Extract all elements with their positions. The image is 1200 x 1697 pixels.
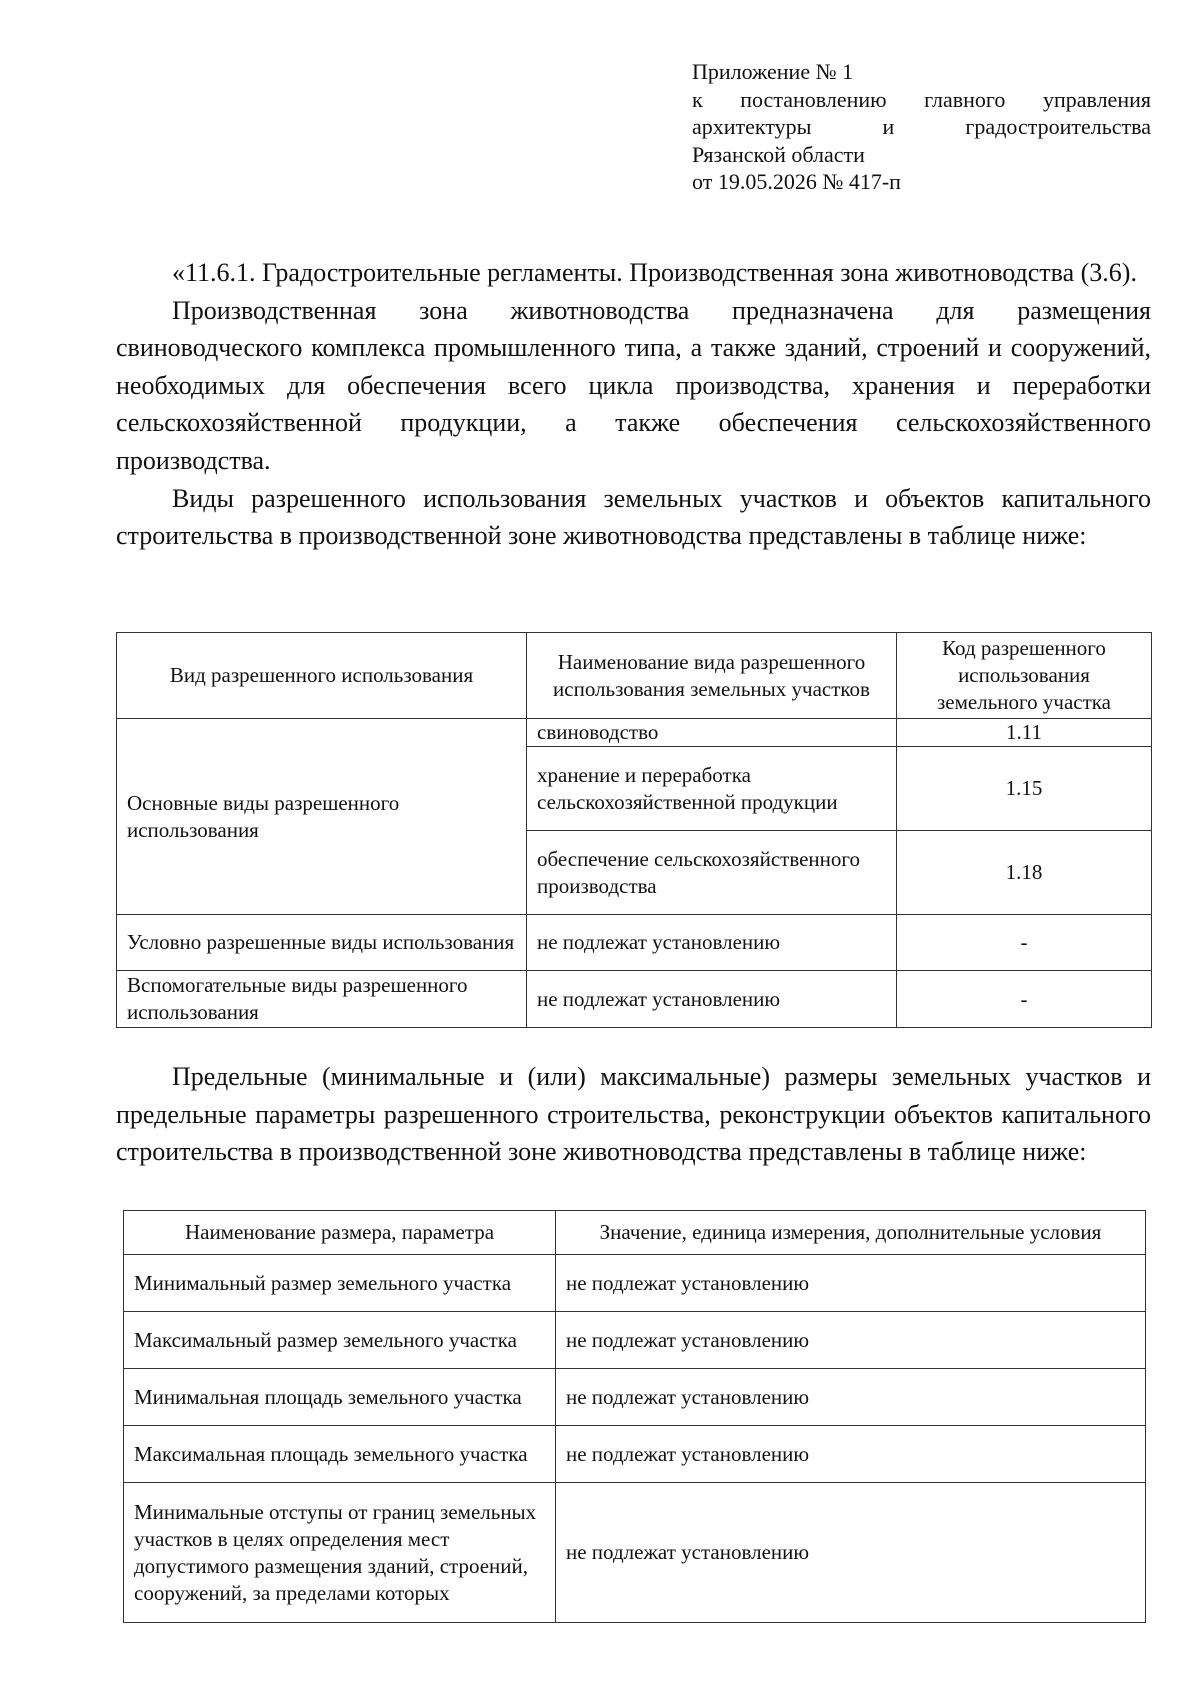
- main-use-group: Основные виды разрешенного использования: [117, 719, 527, 915]
- permitted-use-table: [116, 632, 1152, 1028]
- appendix-header: [692, 58, 1151, 196]
- table2-intro-text: [116, 1058, 1151, 1171]
- auxiliary-use-group: Вспомогательные виды разрешенного использования: [117, 971, 527, 1028]
- use-code: -: [897, 915, 1152, 971]
- table-header-cell: Наименование вида разрешенного использования земельных участков: [527, 633, 897, 719]
- paragraph-table1-intro: Виды разрешенного использования земельных участков и объектов капитального строительства в производственной зоне животноводства представлены в таблице ниже:: [116, 483, 1151, 551]
- table-row: [124, 1426, 1146, 1483]
- parameter-name: Максимальный размер земельного участка: [124, 1312, 556, 1369]
- parameter-value: не подлежат установлению: [556, 1255, 1146, 1312]
- use-name: хранение и переработка сельскохозяйственной продукции: [527, 747, 897, 831]
- use-code: 1.18: [897, 831, 1152, 915]
- table-row: [117, 719, 1152, 747]
- appendix-number: Приложение № 1: [692, 59, 854, 84]
- use-code: 1.11: [897, 719, 1152, 747]
- parameter-name: Минимальный размер земельного участка: [124, 1255, 556, 1312]
- table-header-row: [117, 633, 1152, 719]
- conditional-use-group: Условно разрешенные виды использования: [117, 915, 527, 971]
- parameter-value: не подлежат установлению: [556, 1369, 1146, 1426]
- table-header-cell: Код разрешенного использования земельного участка: [897, 633, 1152, 719]
- parameter-name: Максимальная площадь земельного участка: [124, 1426, 556, 1483]
- table-row: [124, 1312, 1146, 1369]
- parameter-value: не подлежат установлению: [556, 1312, 1146, 1369]
- table-row: [117, 915, 1152, 971]
- table-row: [124, 1483, 1146, 1623]
- table-row: [117, 971, 1152, 1028]
- use-name: не подлежат установлению: [527, 971, 897, 1028]
- table-header-cell: Значение, единица измерения, дополнительные условия: [556, 1211, 1146, 1255]
- parameter-value: не подлежат установлению: [556, 1426, 1146, 1483]
- table-header-cell: Наименование размера, параметра: [124, 1211, 556, 1255]
- appendix-line: к постановлению главного управления: [692, 86, 1151, 112]
- table-row: [124, 1369, 1146, 1426]
- parameter-name: Минимальная площадь земельного участка: [124, 1369, 556, 1426]
- intro-text: [116, 254, 1151, 555]
- use-code: 1.15: [897, 747, 1152, 831]
- appendix-date: от 19.05.2026 № 417-п: [692, 169, 901, 194]
- use-name: не подлежат установлению: [527, 915, 897, 971]
- limit-parameters-table: [123, 1210, 1146, 1623]
- appendix-line: Рязанской области: [692, 141, 865, 167]
- use-name: обеспечение сельскохозяйственного производства: [527, 831, 897, 915]
- table-header-row: [124, 1211, 1146, 1255]
- use-name: свиноводство: [527, 719, 897, 747]
- table-header-cell: Вид разрешенного использования: [117, 633, 527, 719]
- section-title: «11.6.1. Градостроительные регламенты. Производственная зона животноводства (3.6).: [172, 258, 1137, 287]
- parameter-value: не подлежат установлению: [556, 1483, 1146, 1623]
- use-code: -: [897, 971, 1152, 1028]
- paragraph-table2-intro: Предельные (минимальные и (или) максимальные) размеры земельных участков и предельные параметры разрешенного строительства, реконструкции объектов капитального строительства в производственной зоне животноводства представлены в таблице ниже:: [116, 1062, 1151, 1167]
- table-row: [124, 1255, 1146, 1312]
- parameter-name: Минимальные отступы от границ земельных участков в целях определения мест допустимого размещения зданий, строений, сооружений, за пределами которых: [124, 1483, 556, 1623]
- paragraph-zone-purpose: Производственная зона животноводства предназначена для размещения свиноводческого комплекса промышленного типа, а также зданий, строений и сооружений, необходимых для обеспечения всего цикла производства, хранения и переработки сельскохозяйственной продукции, а также обеспечения сельскохозяйственного производства.: [116, 295, 1151, 475]
- appendix-line: архитектуры и градостроительства: [692, 114, 1151, 139]
